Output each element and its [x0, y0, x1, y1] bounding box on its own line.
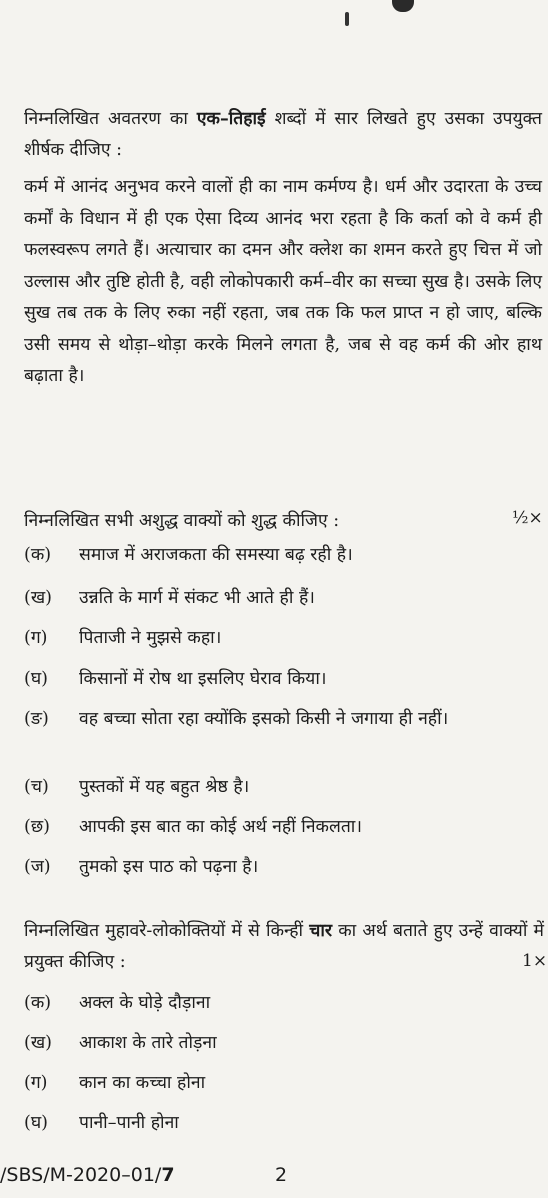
- q1-instruction: निम्नलिखित अवतरण का एक–तिहाई शब्दों में सार लिखते हुए उसका उपयुक्त शीर्षक दीजिए :: [24, 109, 542, 160]
- q1-instruction-bold: एक–तिहाई: [196, 109, 266, 129]
- q3-marks: 1×: [522, 951, 548, 971]
- q2-instruction: निम्नलिखित सभी अशुद्ध वाक्यों को शुद्ध कीजिए :: [24, 511, 340, 531]
- q3-instruction-bold: चार: [309, 921, 333, 941]
- q1-passage: कर्म में आनंद अनुभव करने वालों ही का नाम कर्मण्य है। धर्म और उदारता के उच्च कर्मों के विधान में ही एक ऐसा दिव्य आनंद भरा रहता है कि कर्ता को वे कर्म ही फलस्वरूप लगते हैं। अत्याचार का दमन और क्लेश का शमन करते हुए चित्त में जो उल्लास और तुष्टि होती है, वही लोकोपकारी कर्म–वीर का सच्चा सुख है। उसके लिए सुख तब तक के लिए रुका नहीं रहता, जब तक कि फल प्राप्त न हो जाए, बल्कि उसी समय से थोड़ा–थोड़ा करके मिलने लगता है, जब से वह कर्म की ओर हाथ बढ़ाता है।: [24, 177, 542, 386]
- q3-instruction: निम्नलिखित मुहावरे-लोकोक्तियों में से किन्हीं चार का अर्थ बताते हुए उन्हें वाक्यों में प्रयुक्त कीजिए :: [24, 921, 544, 972]
- page-number: 2: [275, 1164, 288, 1186]
- paper-code: /SBS/M-2020–01/7: [0, 1164, 175, 1186]
- top-ink-mark: [392, 0, 414, 12]
- exam-page: निम्नलिखित अवतरण का एक–तिहाई शब्दों में सार लिखते हुए उसका उपयुक्त शीर्षक दीजिए : कर्म में आनंद अनुभव करने वालों ही का नाम कर्मण्य है। धर्म और उदारता के उच्च कर्मों के विधान में ही एक ऐसा दिव्य आनंद भरा रहता है कि कर्ता को वे कर्म ही फलस्वरूप लगते हैं। अत्याचार का दमन और क्लेश का शमन करते हुए चित्त में जो उल्लास और तुष्टि होती है, वही लोकोपकारी कर्म–वीर का सच्चा सुख है। उसके लिए सुख तब तक के लिए रुका नहीं रहता, जब तक कि फल प्राप्त न हो जाए, बल्कि उसी समय से थोड़ा–थोड़ा करके मिलने लगता है, जब से वह कर्म की ओर हाथ बढ़ाता है। निम्नलिखित सभी अशुद्ध वाक्यों को शुद्ध कीजिए : ½× (क) समाज में अराजकता की समस्या बढ़ रही है। (ख) उन्नति के मार्ग में संकट भी आते ही हैं। (ग) पिताजी ने मुझसे कहा। (घ) किसानों में रोष था इसलिए घेराव किया। (ङ) वह बच्चा सोता रहा क्योंकि इसको किसी ने जगाया ही नहीं। (च) पुस्तकों में यह बहुत श्रेष्ठ है। (छ) आपकी इस बात का कोई अर्थ नहीं निकलता। (ज) तुमको इस पाठ को पढ़ना है। निम्नलिखित मुहावरे-लोकोक्तियों में से किन्हीं चार का अर्थ बताते हुए उन्हें वाक्यों में प्रयुक्त कीजिए : 1× (क) अक्ल के घोड़े दौड़ाना (ख) आकाश के तारे तोड़ना (ग) कान का कच्चा होना (घ) पानी–पानी होना /SBS/M-2020–01/7 2: [0, 0, 548, 1198]
- q2-marks: ½×: [512, 508, 543, 528]
- top-ink-dot: [345, 12, 349, 26]
